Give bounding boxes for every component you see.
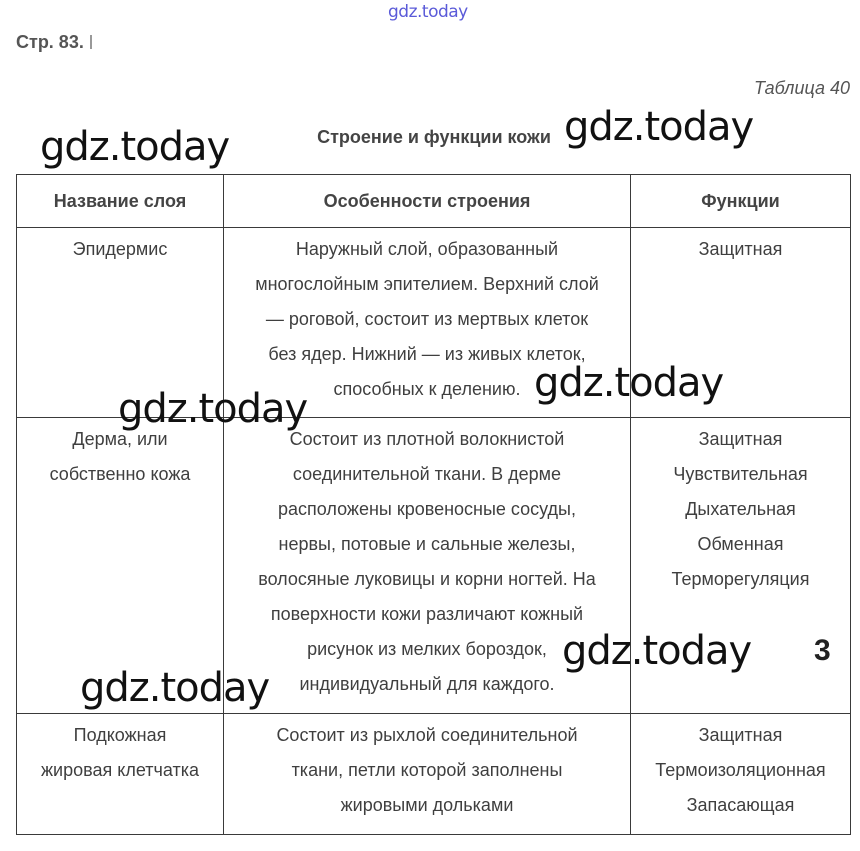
layer-name-cell: [17, 228, 224, 418]
watermark: gdz.today: [564, 104, 754, 150]
structure-line: жировыми дольками: [340, 795, 514, 815]
watermark: gdz.today: [118, 386, 308, 432]
structure-line: волосяные луковицы и корни ногтей. На: [258, 569, 596, 589]
function-item: Термоизоляционная: [655, 760, 826, 780]
function-item: Терморегуляция: [671, 569, 810, 589]
structure-line: индивидуальный для каждого.: [299, 674, 555, 694]
function-item: Обменная: [697, 534, 784, 554]
structure-cell: [224, 714, 631, 835]
structure-line: Состоит из рыхлой соединительной: [276, 725, 578, 745]
structure-line: ткани, петли которой заполнены: [291, 760, 563, 780]
layer-name-line: Эпидермис: [72, 239, 168, 259]
layer-name-line: жировая клетчатка: [41, 760, 199, 780]
structure-line: нервы, потовые и сальные железы,: [278, 534, 576, 554]
watermark: gdz.today: [562, 628, 752, 674]
functions-cell: [631, 418, 851, 714]
structure-line: многослойным эпителием. Верхний слой: [255, 274, 599, 294]
table-row-dermis: [17, 418, 851, 714]
function-item: Запасающая: [686, 795, 795, 815]
structure-line: способных к делению.: [333, 379, 521, 399]
layer-name-cell: [17, 418, 224, 714]
layer-name-line: собственно кожа: [49, 464, 191, 484]
column-header-layer: Название слоя: [17, 175, 224, 228]
structure-line: без ядер. Нижний — из живых клеток,: [268, 344, 586, 364]
function-item: Дыхательная: [685, 499, 796, 519]
function-item: Защитная: [698, 429, 783, 449]
layer-name-line: Подкожная: [73, 725, 167, 745]
watermark: gdz.today: [40, 124, 230, 170]
structure-line: поверхности кожи различают кожный: [270, 604, 584, 624]
function-item: Защитная: [698, 725, 783, 745]
page-reference-mark: [90, 35, 92, 49]
page-reference: [16, 32, 92, 53]
page-reference-text: Стр. 83.: [16, 32, 84, 52]
layer-name-line: Дерма, или: [72, 429, 168, 449]
table-row-epidermis: [17, 228, 851, 418]
column-header-structure: Особенности строения: [224, 175, 631, 228]
structure-cell: [224, 228, 631, 418]
structure-line: расположены кровеносные сосуды,: [278, 499, 576, 519]
structure-line: рисунок из мелких бороздок,: [307, 639, 547, 659]
table-row-subcutaneous: [17, 714, 851, 835]
structure-line: Состоит из плотной волокнистой: [289, 429, 565, 449]
structure-line: Наружный слой, образованный: [295, 239, 559, 259]
structure-cell: [224, 418, 631, 714]
function-item: Защитная: [698, 239, 783, 259]
functions-cell: [631, 228, 851, 418]
skin-structure-table: [16, 174, 851, 835]
watermark: gdz.today: [534, 360, 724, 406]
structure-line: — роговой, состоит из мертвых клеток: [265, 309, 589, 329]
function-item: Чувствительная: [673, 464, 808, 484]
column-header-functions: Функции: [631, 175, 851, 228]
watermark: gdz.today: [80, 665, 270, 711]
top-watermark: gdz.today: [388, 2, 468, 22]
table-number: Таблица 40: [753, 78, 850, 98]
table-title: Строение и функции кожи: [317, 127, 551, 147]
layer-name-cell: [17, 714, 224, 835]
structure-line: соединительной ткани. В дерме: [292, 464, 562, 484]
table-header-row: [17, 175, 851, 228]
functions-cell: [631, 714, 851, 835]
stray-mark: 3: [814, 634, 831, 667]
